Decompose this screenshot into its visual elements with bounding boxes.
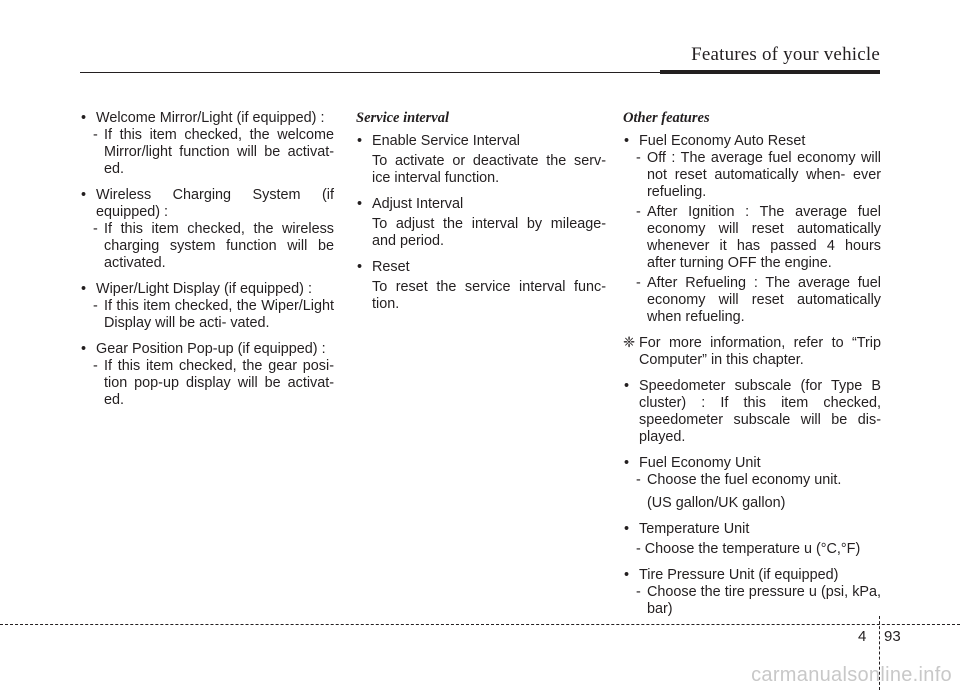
page-number: 93 xyxy=(884,628,901,645)
item-label: • Tire Pressure Unit (if equipped) xyxy=(623,567,881,584)
item-label: • Adjust Interval xyxy=(356,196,606,213)
list-item xyxy=(623,133,881,326)
item-description: To adjust the interval by mileage- and period. xyxy=(372,216,606,249)
note-text: For more information, refer to “Trip Computer” in this chapter. xyxy=(639,335,881,368)
list-item xyxy=(80,281,334,332)
watermark: carmanualsonline.info xyxy=(751,664,952,686)
option-after-ignition: - After Ignition : The average fuel economy will reset automatically whenever it has passed 4 hours after turning OFF the engine. xyxy=(623,204,881,272)
column-right xyxy=(623,110,881,627)
column-middle xyxy=(356,110,606,322)
item-description: To reset the service interval func- tion. xyxy=(372,279,606,312)
item-label: • Temperature Unit xyxy=(623,521,881,538)
item-label: • Gear Position Pop-up (if equipped) : xyxy=(80,341,334,358)
item-description: - Choose the tire pressure u (psi, kPa, bar) xyxy=(623,584,881,618)
item-label: • Fuel Economy Auto Reset xyxy=(623,133,881,150)
item-label: • Wireless Charging System (if equipped) : xyxy=(80,187,334,221)
item-label: • Reset xyxy=(356,259,606,276)
item-description: To activate or deactivate the serv- ice interval function. xyxy=(372,153,606,186)
item-label: • Fuel Economy Unit xyxy=(623,455,881,472)
list-item xyxy=(80,187,334,272)
note-mark-icon: ❈ xyxy=(623,335,636,351)
header-title: Features of your vehicle xyxy=(691,44,880,65)
list-item xyxy=(356,259,606,313)
item-description: - Choose the fuel economy unit. xyxy=(623,472,881,489)
item-extra: (US gallon/UK gallon) xyxy=(647,495,786,511)
item-description: - Choose the temperature u (°C,°F) xyxy=(636,541,861,557)
item-label: • Welcome Mirror/Light (if equipped) : xyxy=(80,110,334,127)
header-rule-accent xyxy=(660,70,880,74)
column-left xyxy=(80,110,334,418)
list-item xyxy=(356,196,606,250)
item-description: - If this item checked, the wireless charging system function will be activated. xyxy=(80,221,334,272)
chapter-number: 4 xyxy=(858,628,867,645)
item-label: • Wiper/Light Display (if equipped) : xyxy=(80,281,334,298)
list-item xyxy=(623,378,881,446)
list-item xyxy=(623,455,881,512)
list-item xyxy=(623,567,881,618)
item-label: • Enable Service Interval xyxy=(356,133,606,150)
list-item xyxy=(80,341,334,409)
section-title: Service interval xyxy=(356,110,450,126)
section-title: Other features xyxy=(623,110,710,126)
list-item xyxy=(80,110,334,178)
option-off: - Off : The average fuel economy will not reset automatically when- ever refueling. xyxy=(623,150,881,201)
item-description: - If this item checked, the Wiper/Light Display will be acti- vated. xyxy=(80,298,334,332)
list-item xyxy=(356,133,606,187)
item-label: • Speedometer subscale (for Type B cluster) : If this item checked, speedometer subscale will be dis- played. xyxy=(623,378,881,446)
info-note xyxy=(623,335,881,369)
option-after-refueling: - After Refueling : The average fuel economy will reset automatically when refueling. xyxy=(623,275,881,326)
item-description: - If this item checked, the gear posi- tion pop-up display will be activat- ed. xyxy=(80,358,334,409)
item-description: - If this item checked, the welcome Mirror/light function will be activat- ed. xyxy=(80,127,334,178)
list-item xyxy=(623,521,881,558)
footer-rule xyxy=(0,624,960,625)
